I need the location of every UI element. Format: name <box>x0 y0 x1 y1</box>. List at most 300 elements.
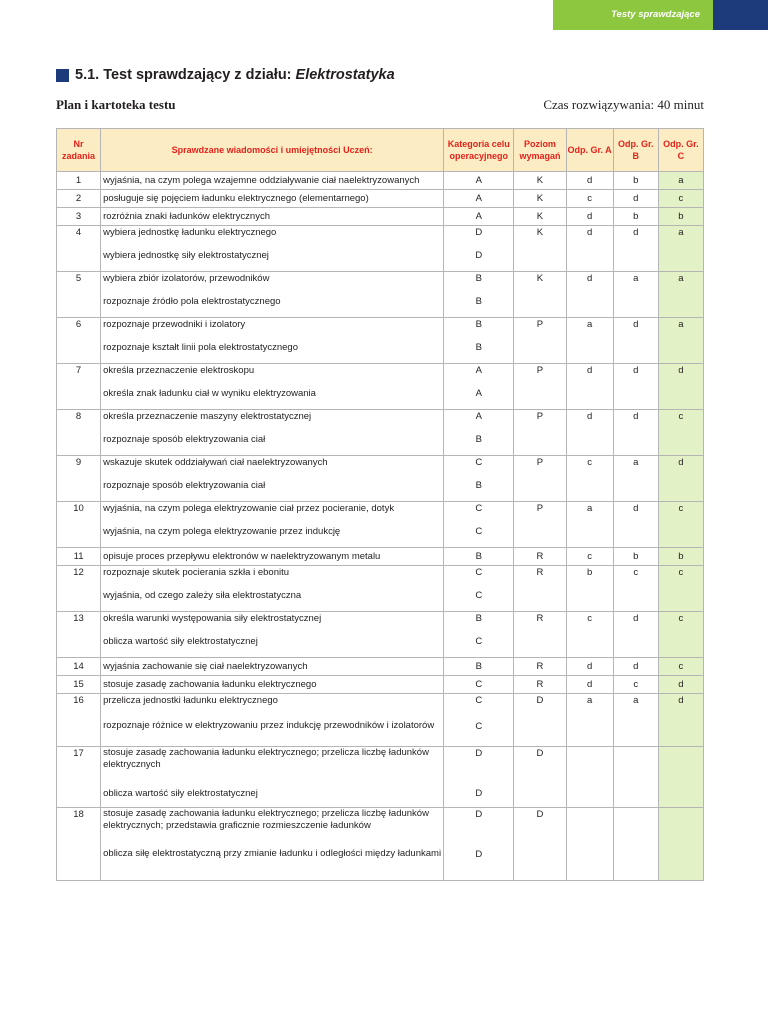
cell-nr <box>57 566 101 612</box>
table-row <box>57 676 704 694</box>
cell-answer-c <box>658 364 703 410</box>
time-limit: Czas rozwiązywania: 40 minut <box>543 97 704 112</box>
cell-level <box>514 566 566 612</box>
category-text: D <box>475 227 483 238</box>
answer-a-text: d <box>586 273 593 284</box>
header-answer-c: Odp. Gr. C <box>658 129 703 172</box>
cell-answer-a <box>566 172 613 190</box>
table-row <box>57 612 704 658</box>
cell-answer-b <box>613 502 658 548</box>
cell-answer-b <box>613 808 658 881</box>
answer-b-text: d <box>633 503 639 514</box>
cell-nr <box>57 172 101 190</box>
cell-category <box>444 694 514 747</box>
nr-text: 14 <box>73 661 84 672</box>
test-plan-table <box>56 128 704 881</box>
header-category: Kategoria celu operacyjnego <box>444 129 514 172</box>
category-text: B <box>475 661 482 672</box>
answer-b-text: d <box>633 365 639 376</box>
category-text: C <box>475 457 483 468</box>
nr-text: 8 <box>75 411 82 422</box>
nr-text: 10 <box>73 503 84 514</box>
cell-answer-a <box>566 694 613 747</box>
answer-c-text: b <box>678 551 684 562</box>
level-text: P <box>536 365 544 376</box>
cell-answer-b <box>613 658 658 676</box>
answer-a-text: d <box>586 227 593 238</box>
nr-text: 17 <box>73 748 84 759</box>
answer-c-text: c <box>678 411 684 422</box>
table-row <box>57 364 704 410</box>
cell-answer-c <box>658 548 703 566</box>
cell-answer-a <box>566 364 613 410</box>
cell-answer-b <box>613 172 658 190</box>
skill-text: wybiera jednostkę ładunku elektrycznego <box>103 227 277 238</box>
answer-c-text: c <box>678 193 684 204</box>
cell-category <box>444 364 514 410</box>
skill-text: wybiera zbiór izolatorów, przewodników <box>103 273 270 284</box>
table-row <box>57 208 704 226</box>
cell-category <box>444 190 514 208</box>
skill-text: oblicza siłę elektrostatyczną przy zmianie ładunku i odległości między ładunkami <box>103 848 442 859</box>
cell-skills <box>101 808 444 881</box>
cell-answer-a <box>566 548 613 566</box>
answer-a-text: d <box>586 679 593 690</box>
cell-category <box>444 808 514 881</box>
answer-a-text: d <box>586 175 593 186</box>
skill-text: rozróżnia znaki ładunków elektrycznych <box>103 211 270 222</box>
skill-text: oblicza wartość siły elektrostatycznej <box>103 788 258 799</box>
cell-category <box>444 272 514 318</box>
nr-text: 11 <box>73 551 84 562</box>
table-row <box>57 318 704 364</box>
cell-skills <box>101 694 444 747</box>
cell-answer-a <box>566 226 613 272</box>
skill-text: przelicza jednostki ładunku elektrycznego <box>103 695 278 706</box>
skill-text: wybiera jednostkę siły elektrostatycznej <box>103 250 269 261</box>
answer-a-text: a <box>586 503 593 514</box>
cell-answer-c <box>658 190 703 208</box>
cell-skills <box>101 272 444 318</box>
cell-category <box>444 318 514 364</box>
cell-answer-b <box>613 694 658 747</box>
skill-text: określa przeznaczenie elektroskopu <box>103 365 255 376</box>
skill-text: stosuje zasadę zachowania ładunku elektrycznego <box>103 679 317 690</box>
skill-text: rozpoznaje przewodniki i izolatory <box>103 319 246 330</box>
category-text: C <box>475 695 483 706</box>
category-text: C <box>475 590 483 601</box>
answer-b-text: a <box>633 695 639 706</box>
nr-text: 4 <box>75 227 82 238</box>
cell-answer-c <box>658 172 703 190</box>
category-text: D <box>475 809 483 820</box>
plan-heading: Plan i kartoteka testu <box>56 97 176 112</box>
cell-nr <box>57 456 101 502</box>
answer-a-text: c <box>587 193 592 204</box>
skill-text: określa warunki występowania siły elektrostatycznej <box>103 613 322 624</box>
cell-nr <box>57 272 101 318</box>
level-text: K <box>536 193 544 204</box>
cell-level <box>514 318 566 364</box>
answer-c-text: c <box>678 613 684 624</box>
answer-a-text: c <box>587 613 592 624</box>
cell-level <box>514 410 566 456</box>
level-text: D <box>536 809 544 820</box>
cell-category <box>444 676 514 694</box>
cell-skills <box>101 208 444 226</box>
cell-skills <box>101 676 444 694</box>
nr-text: 7 <box>75 365 82 376</box>
cell-answer-b <box>613 226 658 272</box>
category-text: A <box>475 193 482 204</box>
table-row <box>57 456 704 502</box>
cell-level <box>514 364 566 410</box>
category-text: D <box>475 748 483 759</box>
cell-answer-c <box>658 208 703 226</box>
skill-text: rozpoznaje sposób elektryzowania ciał <box>103 434 266 445</box>
cell-answer-c <box>658 502 703 548</box>
cell-skills <box>101 747 444 808</box>
skill-text: rozpoznaje skutek pocierania szkła i ebonitu <box>103 567 290 578</box>
header-answer-b: Odp. Gr. B <box>613 129 658 172</box>
cell-nr <box>57 694 101 747</box>
answer-c-text: a <box>678 175 684 186</box>
answer-b-text: a <box>633 457 639 468</box>
answer-a-text: d <box>586 661 593 672</box>
category-text: B <box>475 273 482 284</box>
category-text: C <box>475 503 483 514</box>
skill-text: rozpoznaje sposób elektryzowania ciał <box>103 480 266 491</box>
answer-c-text: a <box>678 227 684 238</box>
cell-skills <box>101 364 444 410</box>
cell-answer-a <box>566 456 613 502</box>
answer-b-text: d <box>633 319 639 330</box>
answer-c-text: d <box>678 365 684 376</box>
answer-a-text: c <box>587 551 592 562</box>
answer-b-text: d <box>633 411 639 422</box>
category-text: A <box>475 365 482 376</box>
category-text: B <box>475 551 482 562</box>
cell-category <box>444 612 514 658</box>
category-text: B <box>475 480 482 491</box>
answer-b-text: b <box>633 211 639 222</box>
category-text: C <box>475 679 483 690</box>
cell-category <box>444 456 514 502</box>
cell-nr <box>57 208 101 226</box>
cell-skills <box>101 172 444 190</box>
cell-answer-b <box>613 190 658 208</box>
nr-text: 9 <box>75 457 82 468</box>
answer-b-text: c <box>633 567 639 578</box>
cell-skills <box>101 658 444 676</box>
cell-skills <box>101 410 444 456</box>
category-text: D <box>475 849 483 860</box>
nr-text: 2 <box>75 193 82 204</box>
answer-c-text: c <box>678 567 684 578</box>
answer-b-text: d <box>633 193 639 204</box>
level-text: P <box>536 319 544 330</box>
category-text: C <box>475 721 483 732</box>
level-text: P <box>536 411 544 422</box>
cell-answer-b <box>613 612 658 658</box>
cell-answer-a <box>566 410 613 456</box>
category-text: A <box>475 211 482 222</box>
cell-answer-b <box>613 272 658 318</box>
cell-nr <box>57 747 101 808</box>
nr-text: 18 <box>73 809 84 820</box>
category-text: B <box>475 342 482 353</box>
cell-nr <box>57 502 101 548</box>
answer-b-text <box>614 808 658 822</box>
table-row <box>57 566 704 612</box>
cell-category <box>444 747 514 808</box>
cell-nr <box>57 808 101 881</box>
nr-text: 16 <box>73 695 84 706</box>
cell-answer-a <box>566 190 613 208</box>
nr-text: 12 <box>73 567 84 578</box>
cell-answer-a <box>566 747 613 808</box>
level-text: K <box>536 211 544 222</box>
cell-answer-a <box>566 272 613 318</box>
level-text: R <box>536 551 544 562</box>
answer-a-text <box>567 747 613 761</box>
cell-skills <box>101 318 444 364</box>
cell-nr <box>57 410 101 456</box>
level-text: R <box>536 567 544 578</box>
category-text: C <box>475 636 483 647</box>
skill-text: rozpoznaje kształt linii pola elektrostatycznego <box>103 342 298 353</box>
cell-skills <box>101 548 444 566</box>
header-nr: Nr zadania <box>57 129 101 172</box>
skill-text: rozpoznaje różnice w elektryzowaniu przez indukcję przewodników i izolatorów <box>103 720 435 731</box>
skill-text: wyjaśnia, na czym polega elektryzowanie ciał przez pocieranie, dotyk <box>103 503 395 514</box>
cell-answer-c <box>658 808 703 881</box>
answer-c-text: c <box>678 503 684 514</box>
cell-answer-a <box>566 676 613 694</box>
cell-answer-b <box>613 566 658 612</box>
skill-text: wyjaśnia zachowanie się ciał naelektryzowanych <box>103 661 308 672</box>
skill-text: wyjaśnia, na czym polega elektryzowanie przez indukcję <box>103 526 341 537</box>
cell-category <box>444 172 514 190</box>
cell-nr <box>57 676 101 694</box>
cell-answer-b <box>613 456 658 502</box>
cell-answer-a <box>566 566 613 612</box>
answer-b-text: d <box>633 613 639 624</box>
cell-level <box>514 612 566 658</box>
table-row <box>57 658 704 676</box>
cell-answer-b <box>613 548 658 566</box>
answer-a-text: a <box>586 695 593 706</box>
answer-c-text: d <box>678 695 684 706</box>
answer-c-text <box>659 808 703 822</box>
cell-skills <box>101 456 444 502</box>
cell-answer-c <box>658 676 703 694</box>
table-row <box>57 226 704 272</box>
skill-text: wyjaśnia, na czym polega wzajemne oddziaływanie ciał naelektryzowanych <box>103 175 420 186</box>
level-text: K <box>536 175 544 186</box>
cell-level <box>514 502 566 548</box>
answer-b-text: d <box>633 227 639 238</box>
top-banner <box>553 0 768 30</box>
cell-level <box>514 208 566 226</box>
skill-text: stosuje zasadę zachowania ładunku elektrycznego; przelicza liczbę ładunków elektrycznych; przedstawia graficznie rozmieszczenie ładunków <box>103 808 429 831</box>
answer-c-text <box>659 747 703 761</box>
title-prefix: 5.1. Test sprawdzający z działu: <box>75 67 296 83</box>
nr-text: 5 <box>75 273 82 284</box>
cell-answer-c <box>658 226 703 272</box>
table-row <box>57 272 704 318</box>
cell-skills <box>101 226 444 272</box>
cell-answer-a <box>566 318 613 364</box>
answer-c-text: d <box>678 457 684 468</box>
category-text: D <box>475 250 483 261</box>
level-text: R <box>536 679 544 690</box>
category-text: A <box>475 175 482 186</box>
nr-text: 6 <box>75 319 82 330</box>
category-text: A <box>475 411 482 422</box>
category-text: C <box>475 526 483 537</box>
cell-level <box>514 456 566 502</box>
cell-level <box>514 272 566 318</box>
level-text: D <box>536 748 544 759</box>
cell-level <box>514 190 566 208</box>
answer-c-text: b <box>678 211 684 222</box>
level-text: P <box>536 503 544 514</box>
cell-answer-c <box>658 658 703 676</box>
answer-b-text: d <box>633 661 639 672</box>
cell-nr <box>57 226 101 272</box>
category-text: B <box>475 296 482 307</box>
cell-answer-c <box>658 612 703 658</box>
title-square-icon <box>56 69 69 82</box>
cell-category <box>444 658 514 676</box>
cell-answer-a <box>566 208 613 226</box>
cell-nr <box>57 658 101 676</box>
answer-a-text: c <box>587 457 592 468</box>
cell-answer-a <box>566 808 613 881</box>
cell-nr <box>57 548 101 566</box>
cell-level <box>514 548 566 566</box>
table-row <box>57 502 704 548</box>
skill-text: wskazuje skutek oddziaływań ciał naelektryzowanych <box>103 457 328 468</box>
answer-c-text: d <box>678 679 684 690</box>
cell-nr <box>57 364 101 410</box>
table-row <box>57 548 704 566</box>
cell-answer-b <box>613 747 658 808</box>
table-row <box>57 190 704 208</box>
cell-nr <box>57 318 101 364</box>
cell-category <box>444 566 514 612</box>
cell-answer-b <box>613 208 658 226</box>
nr-text: 3 <box>75 211 82 222</box>
level-text: D <box>536 695 544 706</box>
cell-answer-a <box>566 502 613 548</box>
answer-a-text: d <box>586 411 593 422</box>
header-skills: Sprawdzane wiadomości i umiejętności Uczeń: <box>101 129 444 172</box>
table-row <box>57 808 704 881</box>
nr-text: 15 <box>73 679 84 690</box>
title-topic: Elektrostatyka <box>295 67 395 83</box>
answer-b-text: a <box>633 273 639 284</box>
cell-category <box>444 502 514 548</box>
cell-answer-b <box>613 318 658 364</box>
skill-text: określa znak ładunku ciał w wyniku elektryzowania <box>103 388 316 399</box>
cell-answer-b <box>613 364 658 410</box>
answer-a-text: b <box>586 567 593 578</box>
header-answer-a: Odp. Gr. A <box>566 129 613 172</box>
nr-text: 1 <box>75 175 82 186</box>
category-text: D <box>475 788 483 799</box>
skill-text: rozpoznaje źródło pola elektrostatycznego <box>103 296 281 307</box>
skill-text: określa przeznaczenie maszyny elektrostatycznej <box>103 411 312 422</box>
cell-answer-b <box>613 676 658 694</box>
level-text: P <box>536 457 544 468</box>
cell-answer-c <box>658 456 703 502</box>
cell-level <box>514 226 566 272</box>
cell-category <box>444 208 514 226</box>
cell-skills <box>101 190 444 208</box>
level-text: R <box>536 613 544 624</box>
cell-skills <box>101 612 444 658</box>
table-row <box>57 747 704 808</box>
answer-b-text: b <box>633 175 639 186</box>
table-row <box>57 172 704 190</box>
skill-text: stosuje zasadę zachowania ładunku elektrycznego; przelicza liczbę ładunków elektrycznych <box>103 747 429 770</box>
level-text: K <box>536 227 544 238</box>
level-text: R <box>536 661 544 672</box>
category-text: B <box>475 613 482 624</box>
cell-level <box>514 747 566 808</box>
answer-a-text <box>567 808 613 822</box>
answer-b-text: b <box>633 551 639 562</box>
cell-answer-b <box>613 410 658 456</box>
cell-category <box>444 548 514 566</box>
answer-a-text: d <box>586 211 593 222</box>
cell-answer-c <box>658 318 703 364</box>
cell-category <box>444 410 514 456</box>
cell-nr <box>57 190 101 208</box>
category-text: C <box>475 567 483 578</box>
cell-level <box>514 676 566 694</box>
skill-text: opisuje proces przepływu elektronów w naelektryzowanym metalu <box>103 551 381 562</box>
answer-b-text <box>614 747 658 761</box>
cell-answer-c <box>658 410 703 456</box>
cell-category <box>444 226 514 272</box>
cell-skills <box>101 566 444 612</box>
nr-text: 13 <box>73 613 84 624</box>
answer-a-text: a <box>586 319 593 330</box>
skill-text: wyjaśnia, od czego zależy siła elektrostatyczna <box>103 590 302 601</box>
cell-skills <box>101 502 444 548</box>
table-header-row <box>57 129 704 172</box>
section-title <box>56 65 395 85</box>
cell-level <box>514 808 566 881</box>
cell-answer-a <box>566 658 613 676</box>
answer-a-text: d <box>586 365 593 376</box>
category-text: A <box>475 388 482 399</box>
cell-answer-c <box>658 566 703 612</box>
header-level: Poziom wymagań <box>514 129 566 172</box>
answer-c-text: a <box>678 319 684 330</box>
cell-answer-a <box>566 612 613 658</box>
banner-navy-block <box>713 0 768 30</box>
level-text: K <box>536 273 544 284</box>
cell-level <box>514 694 566 747</box>
answer-b-text: c <box>633 679 639 690</box>
skill-text: oblicza wartość siły elektrostatycznej <box>103 636 258 647</box>
cell-answer-c <box>658 272 703 318</box>
answer-c-text: c <box>678 661 684 672</box>
